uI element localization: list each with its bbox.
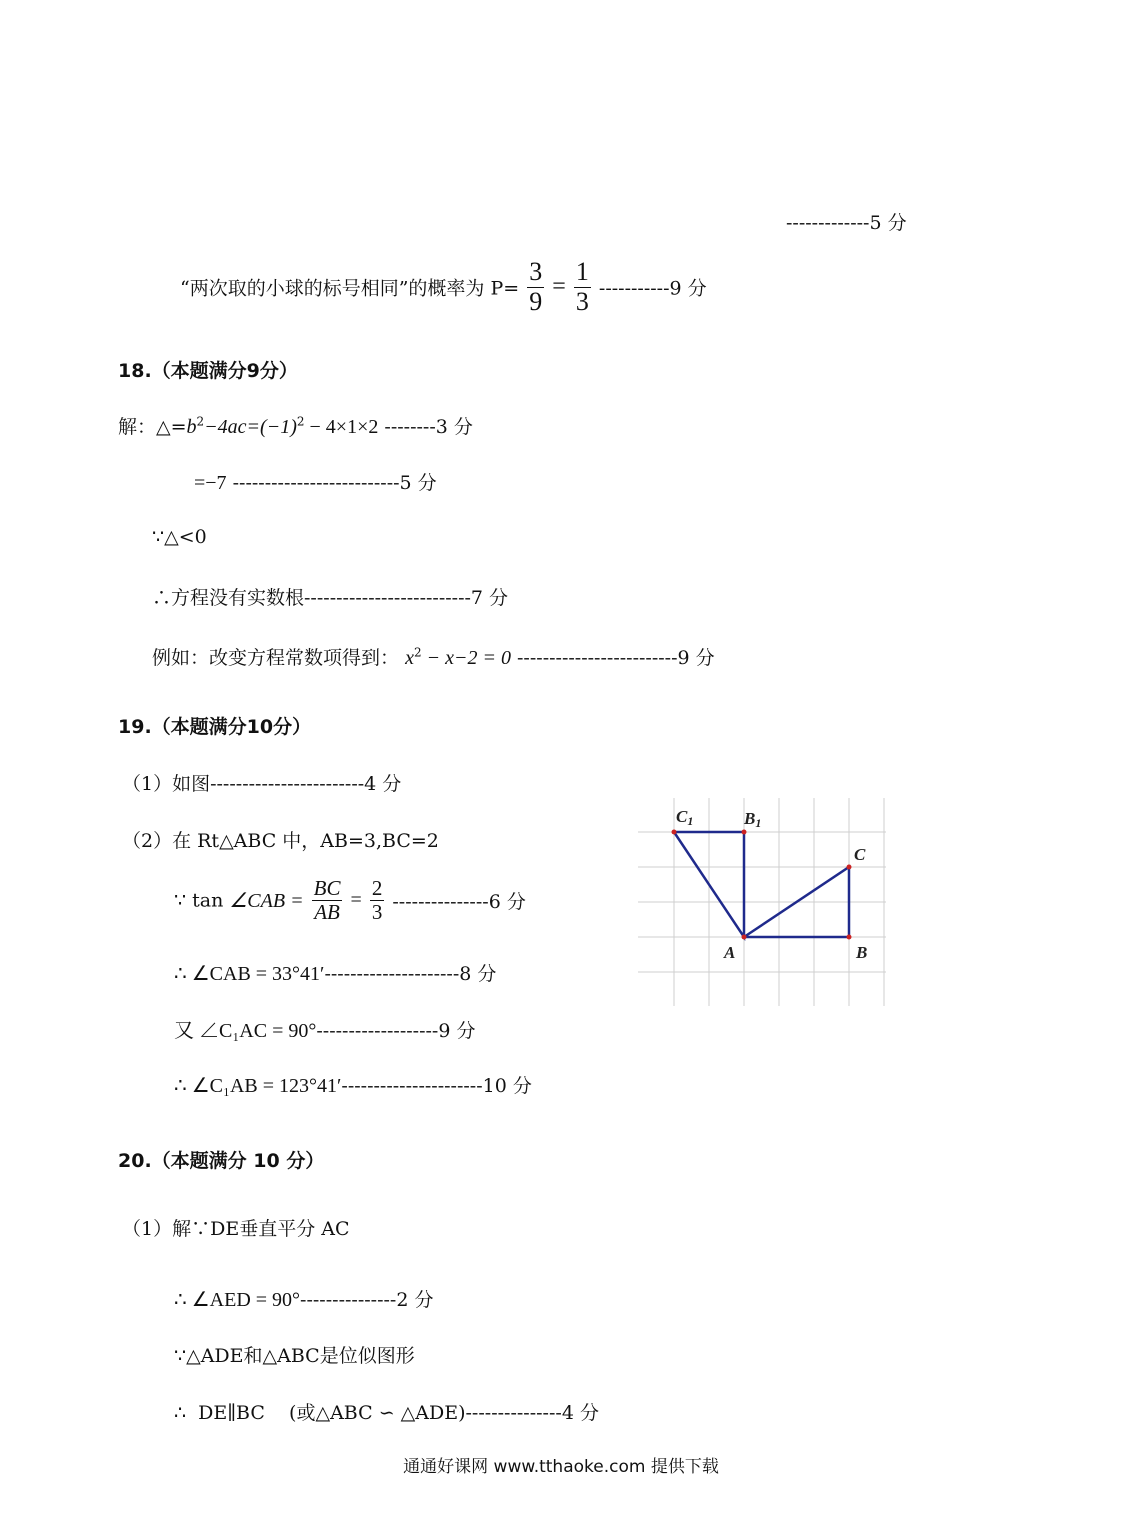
score-text: --------------------------7 分 <box>304 587 509 609</box>
fraction-numerator: BC <box>313 876 341 900</box>
fraction-numerator: 1 <box>575 257 589 286</box>
q18-value-line <box>194 468 437 495</box>
q18-heading: 18.（本题满分9分） <box>118 360 298 382</box>
fraction-denominator: 9 <box>529 286 543 316</box>
fraction-numerator: 2 <box>371 876 383 900</box>
q18-discriminant-line <box>118 412 473 439</box>
expression-tail: − 4×1×2 <box>304 416 379 438</box>
q20-line2 <box>174 1285 433 1312</box>
score-text: ----------------------10 分 <box>341 1075 532 1097</box>
score-text: -------------------9 分 <box>316 1020 476 1042</box>
triangle-grid-figure <box>636 796 896 1016</box>
equation-rest: − x−2 = 0 <box>421 647 511 669</box>
q19-angle2-line <box>174 1014 475 1043</box>
fraction-1-3 <box>574 258 591 316</box>
page-footer: 通通好课网 www.tthaoke.com 提供下载 <box>403 1457 719 1477</box>
score-text: --------3 分 <box>384 416 473 438</box>
score-text: ---------------------8 分 <box>324 963 497 985</box>
fraction-bc-ab <box>312 877 343 924</box>
value-expression: =−7 <box>194 472 227 494</box>
label-a: A <box>724 943 736 962</box>
label-b1: B1 <box>744 809 762 830</box>
q20-line1: （1）解∵DE垂直平分 AC <box>122 1218 350 1240</box>
fraction-denominator: AB <box>314 900 340 925</box>
q20-line4 <box>174 1398 599 1425</box>
angle-expression: 又 ∠C₁AC = 90° <box>174 1020 317 1042</box>
probability-prefix: “两次取的小球的标号相同”的概率为 P= <box>180 277 520 300</box>
q19-heading: 19.（本题满分10分） <box>118 716 312 738</box>
example-text: 例如：改变方程常数项得到： <box>152 647 400 669</box>
q19-angle3-line <box>174 1071 532 1098</box>
score-text: ------------------------4 分 <box>210 773 402 795</box>
tan-prefix: ∵ tan <box>174 889 224 912</box>
parallel-statement: ∴ DE∥BC (或△ABC ∽ △ADE) <box>174 1402 466 1424</box>
triangle-edges <box>674 832 849 937</box>
exponent: 2 <box>413 645 422 660</box>
angle-expression: ∴ ∠AED = 90° <box>174 1289 301 1311</box>
angle-expression: ∴ ∠CAB = 33°41′ <box>174 963 325 985</box>
solution-prefix: 解：△= <box>118 416 187 438</box>
tan-angle: ∠CAB = <box>229 890 304 913</box>
q17-score-5 <box>786 208 907 235</box>
q18-since-line: ∵△<0 <box>152 526 207 548</box>
q19-angle1-line <box>174 959 496 986</box>
label-b: B <box>856 943 868 962</box>
q18-conclusion-line <box>152 583 508 610</box>
exponent: 2 <box>196 414 205 429</box>
fraction-denominator: 3 <box>371 900 383 925</box>
q19-tan-line <box>174 877 526 924</box>
q20-line3: ∵△ADE和△ABC是位似图形 <box>174 1345 415 1367</box>
score-text: -----------9 分 <box>598 277 707 300</box>
q19-part1-line <box>122 769 401 796</box>
fraction-3-9 <box>527 258 544 316</box>
equals-sign: = <box>350 889 362 912</box>
var-b: b <box>186 416 197 438</box>
score-text: -------------------------9 分 <box>517 647 715 669</box>
conclusion-text: ∴方程没有实数根 <box>152 587 305 609</box>
q19-part2-line: （2）在 Rt△ABC 中，AB=3,BC=2 <box>122 830 439 852</box>
equals-sign: = <box>552 273 566 300</box>
fraction-2-3 <box>370 877 385 924</box>
fraction-numerator: 3 <box>529 257 543 286</box>
label-c1: C1 <box>676 807 694 828</box>
score-text: ---------------6 分 <box>392 891 526 914</box>
label-c: C <box>854 845 866 864</box>
q20-heading: 20.（本题满分 10 分） <box>118 1150 325 1172</box>
q17-probability-line <box>180 258 707 316</box>
exponent: 2 <box>296 414 305 429</box>
angle-expression: ∴ ∠C₁AB = 123°41′ <box>174 1075 342 1097</box>
score-text: -------------5 分 <box>786 212 907 234</box>
q18-example-line <box>152 643 715 670</box>
score-text: ---------------2 分 <box>300 1289 434 1311</box>
part1-text: （1）如图 <box>122 773 211 795</box>
expression: −4ac=(−1) <box>204 416 297 438</box>
score-text: --------------------------5 分 <box>232 472 437 494</box>
var-x: x <box>405 647 414 669</box>
score-text: ---------------4 分 <box>465 1402 599 1424</box>
fraction-denominator: 3 <box>575 286 589 316</box>
